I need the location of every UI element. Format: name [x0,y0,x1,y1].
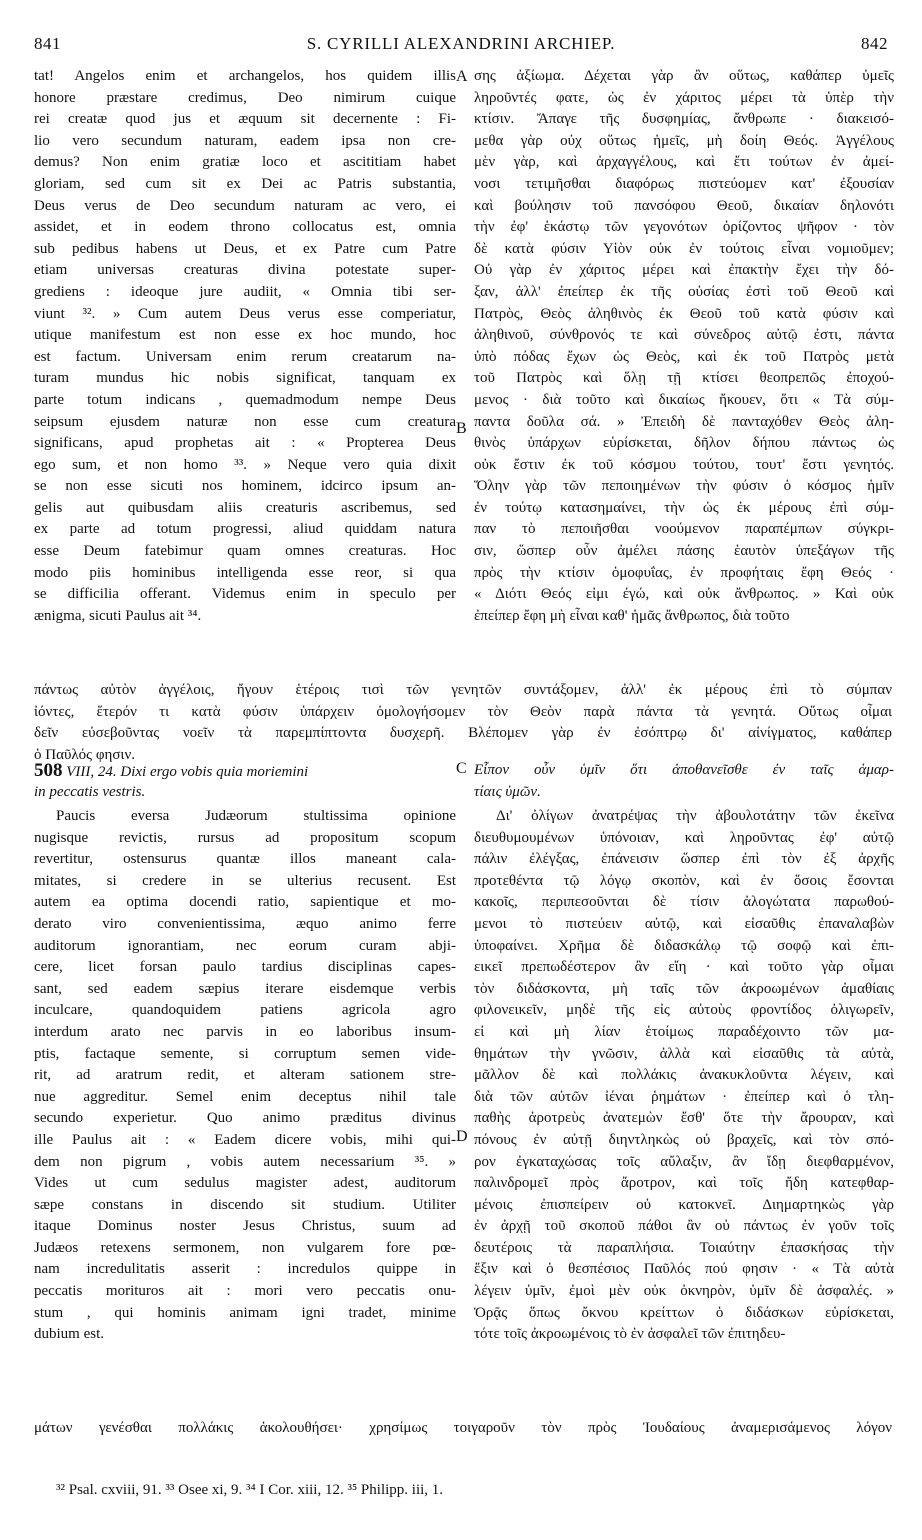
text-line: σης ἀξίωμα. Δέχεται γὰρ ἂν οὕτως, καθάπερ ὑμεῖς [474,68,894,84]
text-line: ρον ἐγκαταχώσας τοῖς αὔλαξιν, ἂν ἴδῃ διεφθαρμένον, [474,1153,894,1170]
text-line: sæpe constans in discendo sit studium. Utiliter [34,1196,456,1213]
text-line: tat! Angelos enim et archangelos, hos quidem illis [34,68,456,84]
text-line: gloriam, sed cum sit ex Dei ac Patris substantia, [34,175,456,192]
text-line: esse Deum fatebimur quam omnes creaturas. Hoc [34,543,456,560]
text-line: sant, sed eadem sæpius iterare eisdemque verbis [34,980,456,997]
text-line: grediens : ideoque jure audiit, « Omnia tibi ser- [34,283,456,300]
text-line: μενοι τὸ πιστεύειν αὐτῷ, καὶ εἰσαῦθις ἐπαναλαβὼν [474,915,894,932]
text-line: nue aggreditur. Semel enim deceptus nihil tale [34,1088,456,1105]
text-line: auditorum ignorantiam, nec eorum curam abji- [34,937,456,954]
page-header [26,34,896,60]
text-line: stum , qui hominis animam igni tradet, minime [34,1304,456,1321]
text-line: « Διότι Θεός εἰμι ἐγώ, καὶ οὐκ ἄνθρωπος. » Καὶ οὐκ [474,586,894,603]
text-line: demus? Non enim gratiæ loco et ascititiam habet [34,154,456,171]
text-line: se non esse sicuti nos hominem, idcirco ipsum an- [34,478,456,495]
text-line: utique manifestum est non esse ex hoc mundo, hoc [34,327,456,344]
text-line: διὰ τῶν αὐτῶν ἰέναι ῥημάτων · ἐπείπερ καὶ ὁ τλη- [474,1088,894,1105]
text-line: significans, apud prophetas ait : « Propterea Deus [34,435,456,452]
footnotes: ³² Psal. cxviii, 91. ³³ Osee xi, 9. ³⁴ I Cor. xiii, 12. ³⁵ Philipp. iii, 1. [56,1482,444,1498]
text-line: καὶ βούλησιν τοῦ πανσόφου Θεοῦ, δικαίαν δηλονότι [474,197,894,214]
greek-column-top [474,66,894,627]
text-line: honore præstare credimus, Deo nimirum cuique [34,89,456,106]
section-title-greek-1: Εἶπον οὖν ὑμῖν ὅτι ἀποθανεῖσθε ἐν ταῖς ἁμαρ- [474,762,894,778]
text-line: Οὐ γὰρ ἐν χάριτος μέρει καὶ ἐπακτὴν ἔχει τὴν δό- [474,262,894,279]
text-line: rit, ad aratrum redit, et alteram sationem stre- [34,1067,456,1084]
text-line: πάντως αὐτὸν ἀγγέλοις, ἤγουν ἑτέροις τισὶ τῶν γενητῶν συντάξομεν, ἀλλ' ἐκ μέρους ἐπὶ τὸ σύμπαν [34,682,892,698]
text-line: viunt ³². » Cum autem Deus verus esse comperiatur, [34,305,456,322]
greek-column-bottom [474,806,894,1346]
text-line: nam incredulitatis asserit : incredulos quippe in [34,1261,456,1278]
text-line: ἐν ἀρχῇ τοῦ σκοποῦ πάθοι ἂν οὐ πάντως ἐν γοῦν τοῖς [474,1218,894,1235]
text-line: secundo experietur. Quo animo præditus divinus [34,1110,456,1127]
text-line: est factum. Universam enim rerum creatarum na- [34,348,456,365]
text-line: ænigma, sicuti Paulus ait ³⁴. [34,607,202,624]
text-line: παθὴς ἀροτρεὺς ἀνατεμὼν ἔσθ' ὅτε τὴν ἄρουραν, καὶ [474,1110,894,1127]
text-line: ξαν, ἀλλ' ἐπείπερ ἐκ τῆς οὐσίας ἐστὶ τοῦ Θεοῦ καὶ [474,283,894,300]
text-line: πόνους ἐν αὐτῇ διηντληκὼς οὐ βραχεῖς, καὶ τὸν σπό- [474,1131,894,1148]
text-line: nugisque revictis, rursus ad propositum scopum [34,829,456,846]
text-line: derato viro convenientissima, æquo animo ferre [34,915,456,932]
text-line: Ὅλην γὰρ τῶν πεποιημένων τὴν φύσιν ὁ κόσμος ἡμῖν [474,478,894,495]
text-line: Πατρὸς, Θεὸς ἀληθινὸς ἐκ Θεοῦ τοῦ κατὰ φύσιν καὶ [474,305,894,322]
section-number: 508 [34,760,63,781]
text-line: ὁ Παῦλός φησιν. [34,746,135,763]
greek-full-width-text [34,680,892,766]
text-line: ἐπείπερ ἔφη μὴ εἶναι καθ' ἡμᾶς ἄνθρωπος, διὰ τοῦτο [474,607,790,624]
text-line: φιλονεικεῖν, μηδὲ τῆς εἰς αὐτοὺς φροντίδος ὀλιγωρεῖν, [474,1002,894,1019]
latin-column-bottom [34,806,456,1346]
latin-column-top [34,66,456,627]
text-line: seipsum ejusdem naturæ non esse cum creatura [34,413,456,430]
section-title-latin-1: VIII, 24. Dixi ergo vobis quia moriemini [66,764,309,780]
text-line: revertitur, ostensurus quantæ illos maneant cala- [34,851,456,868]
text-line: lio vero secundum naturam, eadem ipsa non cre- [34,132,456,149]
text-line: Paucis eversa Judæorum stultissima opinione [56,808,456,824]
text-line: etiam universas creaturas divina potestate super- [34,262,456,279]
section-title-greek-2: τίαις ὑμῶν. [474,783,541,800]
text-line: εἰ καὶ μὴ λίαν ἑτοίμως παραδέχοιντο τῶν μα- [474,1023,894,1040]
text-line: ego sum, et non homo ³³. » Neque vero quia dixit [34,456,456,473]
text-line: λέγειν ὑμῖν, ἐμοὶ μὲν οὐκ ὀκνηρὸν, ὑμῖν δὲ ἀσφαλές. » [474,1283,894,1300]
text-line: assidet, et in eodem throno collocatus est, omnia [34,219,456,236]
text-line: modo piis hominibus intelligenda esse reor, si qua [34,564,456,581]
text-line: παντα δοῦλα σά. » Ἐπειδὴ δὲ πανταχόθεν Θεὸς ἀλη- [474,413,894,430]
text-line: se difficilia offerant. Videmus enim in speculo per [34,586,456,603]
text-line: πάλιν ἐλέγξας, ἐπάνεισιν ὥσπερ ἐπὶ τὸν ἐξ ἀρχῆς [474,851,894,868]
text-line: Vides ut cum sedulus magister adest, auditorum [34,1175,456,1192]
section-heading-greek [474,760,894,803]
text-line: μεθα γὰρ οὐχ οὕτως ἡμεῖς, μὴ δοίη Θεός. Ἀγγέλους [474,132,894,149]
page-number-right: 842 [861,34,888,53]
text-line: Ὁρᾷς ὅπως ὄκνου κρείττων ὁ διδάσκων εὑρίσκεται, [474,1304,894,1321]
text-line: προτεθέντα τῷ λόγῳ σκοπὸν, καὶ ἐν ὅσοις ἔσονται [474,872,894,889]
page-number-left: 841 [34,34,61,53]
text-line: ληροῦντές φατε, ὡς ἐν χάριτος μέρει τὰ ὑπὲρ τὴν [474,89,894,106]
text-line: μὲν γὰρ, καὶ ἀρχαγγέλους, καὶ ἔτι τούτων ἐν ἀμεί- [474,154,894,171]
text-line: εικεῖ πρεπωδέστερον ἂν εἴη · καὶ τοῦτο γὰρ οἶμαι [474,959,894,976]
text-line: τὸν διδάσκοντα, μὴ ταῖς τῶν ἀκροωμένων ἀμαθίαις [474,980,894,997]
text-line: σιν, ὥσπερ οὖν ἀμέλει πάσης ἑαυτὸν ὑπεξάγων τῆς [474,543,894,560]
text-line: μάτων γενέσθαι πολλάκις ἀκολουθήσει· χρησίμως τοιγαροῦν τὸν πρὸς Ἰουδαίους ἀναμερισάμενος λόγον [34,1420,892,1436]
text-line: παν τὸ πεποιῆσθαι νοούμενον παραπέμπων σύγκρι- [474,521,894,538]
text-line: οὐκ ἔστιν ἐκ τοῦ κόσμου τούτου, τουτ' ἔστι γενητός. [474,456,894,473]
margin-marker-a: A [456,68,468,85]
text-line: πρὸς τὴν κτίσιν ὁμοφυΐας, ἐν προφήταις ἔφη Θεός · [474,564,894,581]
text-line: itaque Dominus noster Jesus Christus, suum ad [34,1218,456,1235]
text-line: μενος · διὰ τοῦτο καὶ δικαίως ἤκουεν, ὅτι « Τὰ σύμ- [474,391,894,408]
margin-marker-d: D [456,1128,468,1145]
text-line: ἀληθινοῦ, σύνθρονός τε καὶ σύνεδρος αὐτῷ ἐστι, πάντα [474,327,894,344]
text-line: dem non pigrum , vobis autem necessarium ³⁵. » [34,1153,456,1170]
text-line: δὲ κατὰ φύσιν Υἱὸν οὐκ ἐν τούτοις εἶναι νομιοῦμεν; [474,240,894,257]
text-line: ὑποφαίνει. Χρῆμα δὲ διδασκάλῳ τῷ σοφῷ καὶ ἐπι- [474,937,894,954]
text-line: θημάτων τὴν γνῶσιν, ἀλλὰ καὶ εἰσαῦθις τὰ αὐτὰ, [474,1045,894,1062]
section-heading-latin [34,760,456,803]
running-title: S. CYRILLI ALEXANDRINI ARCHIEP. [306,34,616,53]
text-line: δεῖν εὐσεβοῦντας νοεῖν τὰ παρεμπίπτοντα δυσχερῆ. Βλέπομεν γὰρ ἐν ἐσόπτρῳ δι' αἰνίγματος, καθάπερ [34,725,892,742]
text-line: inculcare, quandoquidem patiens agricola agro [34,1002,456,1019]
text-line: κακοῖς, περιπεσοῦνται δὲ τίσιν ἀλογώτατα παρωθού- [474,894,894,911]
text-line: νοσι τετιμῆσθαι διαφόρως πιστεύομεν κατ' ἐξουσίαν [474,175,894,192]
text-line: ἰόντες, ἕτερόν τι κατὰ φύσιν ὑπάρχειν ὁμολογήσομεν τὸν Θεὸν παρὰ πάντα τὰ γενητά. Οὕτως οἶμαι [34,703,892,720]
text-line: gelis aut quibusdam aliis creaturis ascribemus, sed [34,499,456,516]
section-title-latin-2: in peccatis vestris. [34,783,146,800]
margin-marker-b: B [456,420,467,437]
text-line: τότε τοῖς ἀκροωμένοις τὸ ἐν ἀσφαλεῖ τῶν ἐπιτηδευ- [474,1326,786,1343]
text-line: autem ea optima docendi ratio, sapientique et mo- [34,894,456,911]
text-line: dubium est. [34,1326,104,1343]
text-line: μένοις ἐπισπείρειν οὐ κατοκνεῖ. Διημαρτηκὼς γὰρ [474,1196,894,1213]
text-line: ἕξιν καὶ ὁ θεσπέσιος Παῦλός πού φησιν · « Τὰ αὐτὰ [474,1261,894,1278]
text-line: θινὸς ὑπάρχων εὑρίσκεται, δῆλον δήπου πάντως ὡς [474,435,894,452]
text-line: τὴν ἐφ' ἑκάστῳ τῶν γεγονότων ὁρίζοντος ψῆφον · τὸν [474,219,894,236]
margin-marker-c: C [456,760,467,777]
text-line: ὑπὸ πόδας ἔχων ὡς Θεὸς, καὶ ἐκ τοῦ Πατρὸς μετὰ [474,348,894,365]
text-line: cere, licet forsan paulo tardius disciplinas capes- [34,959,456,976]
text-line: ἐν τούτῳ κατασημαίνει, τὴν ὡς ἐκ μέρους ἐπὶ σύμ- [474,499,894,516]
text-line: parte totum indicans , quemadmodum nempe Deus [34,391,456,408]
text-line: ex parte ad totum progressi, aliud quiddam natura [34,521,456,538]
text-line: παλινδρομεῖ πρὸς ἄροτρον, καὶ τοῖς ἤδη κατεφθαρ- [474,1175,894,1192]
text-line: rei creatæ quod jus et æquum sit decernente : Fi- [34,111,456,128]
text-line: ille Paulus ait : « Eadem dicere vobis, mihi qui- [34,1131,456,1148]
text-line: sub pedibus habens ut Deus, et ex Patre cum Patre [34,240,456,257]
text-line: mitates, si credere in se ulterius recusent. Est [34,872,456,889]
greek-full-width-bottom [34,1418,892,1440]
text-line: interdum arato nec parvis in eo laboribus insum- [34,1023,456,1040]
text-line: δευτέροις τὰ παραπλήσια. Τοιαύτην ἐπασκήσας τὴν [474,1239,894,1256]
text-line: peccatis morituros ait : mori vero peccatis onu- [34,1283,456,1300]
text-line: μᾶλλον δὲ καὶ πολλάκις ἀνακυκλοῦντα λέγειν, καὶ [474,1067,894,1084]
text-line: Δι' ὀλίγων ἀνατρέψας τὴν ἀβουλοτάτην τῶν ἐκεῖνα [496,808,894,824]
text-line: turam mundus hic nobis significat, tanquam ex [34,370,456,387]
text-line: Judæos retexens sermonem, non vulgarem fore pœ- [34,1239,456,1256]
text-line: ptis, factaque semente, si corruptum semen vide- [34,1045,456,1062]
text-line: Deus verus de Deo secundum naturam ac vero, ei [34,197,456,214]
text-line: διευθυμουμένων ὑπόνοιαν, καὶ ληροῦντας ἐφ' αὐτῷ [474,829,894,846]
text-line: τοῦ Πατρὸς καὶ ὅλῃ τῇ κτίσει θεοπρεπῶς ἐποχού- [474,370,894,387]
text-line: κτίσιν. Ἄπαγε τῆς δυσφημίας, ἄνθρωπε · διακεισό- [474,111,894,128]
